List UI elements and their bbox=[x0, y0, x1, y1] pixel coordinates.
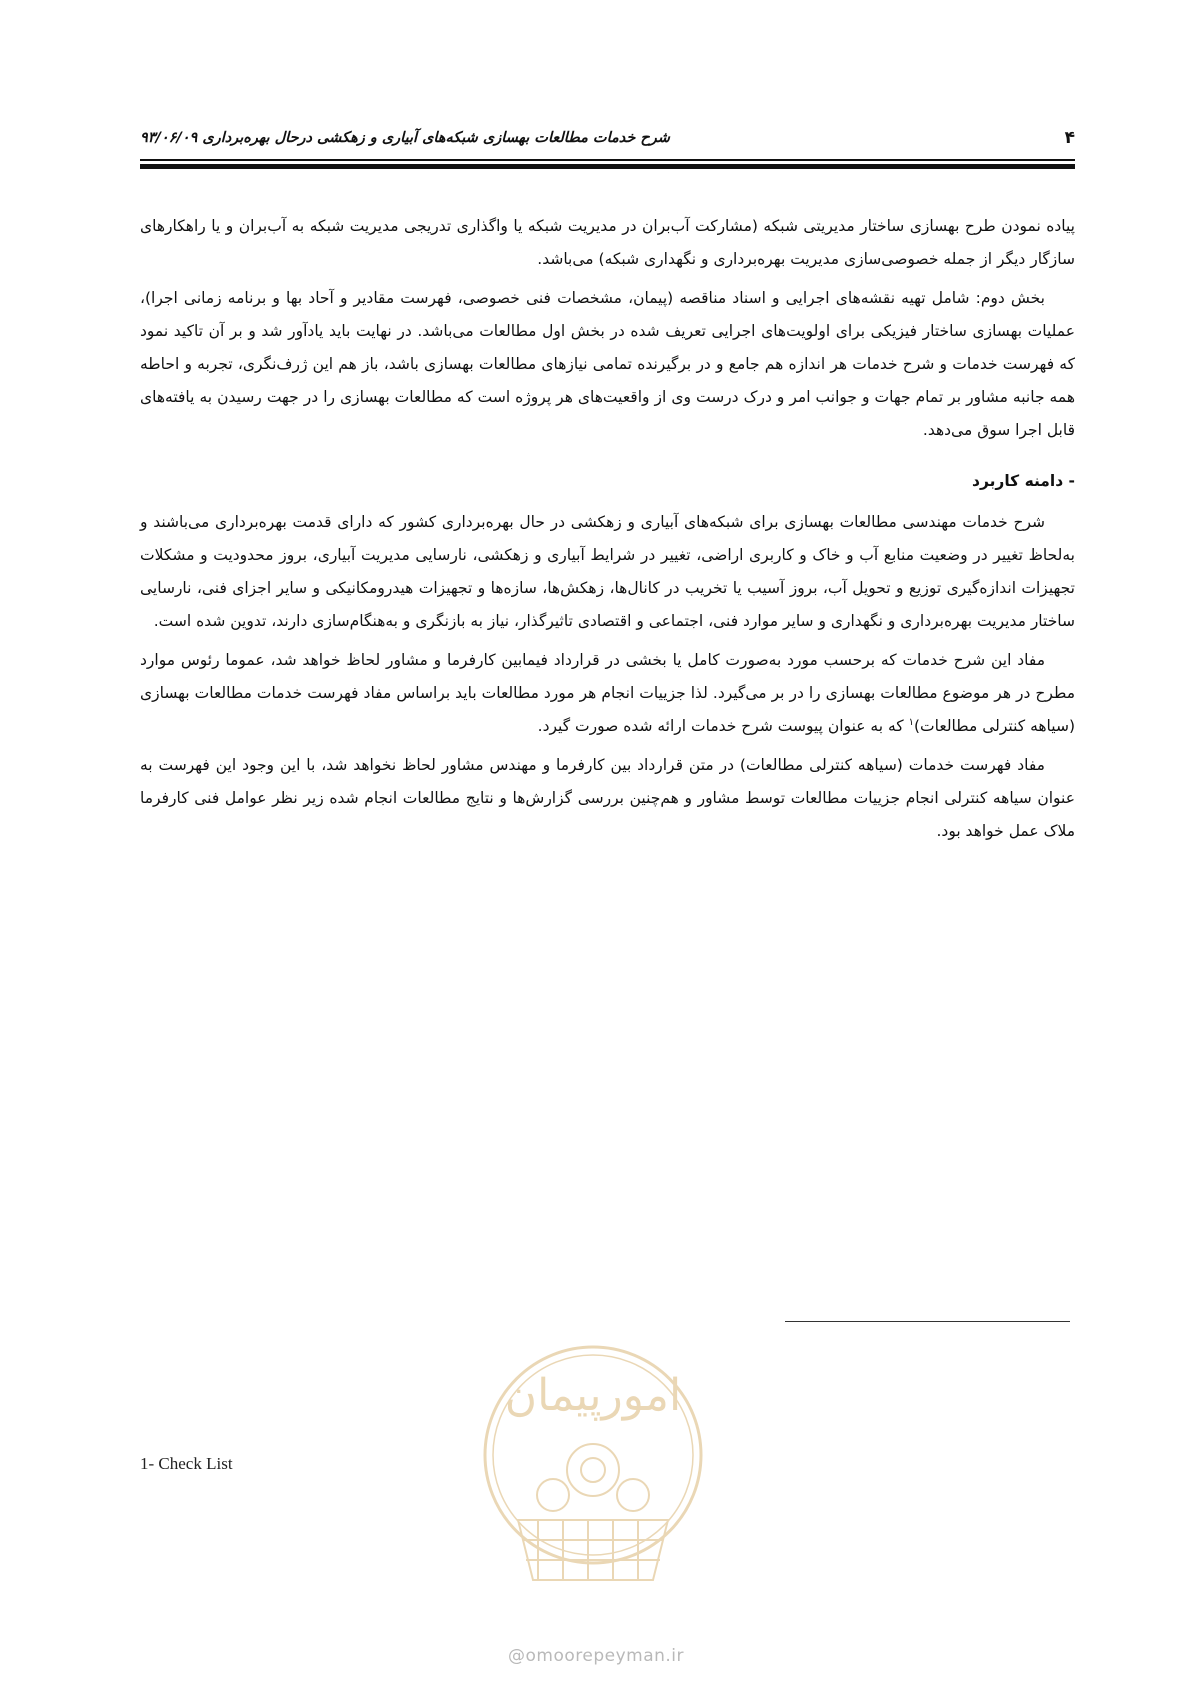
header-rule-thick bbox=[140, 164, 1075, 169]
omoorepeyman-seal-logo-icon bbox=[478, 1305, 708, 1605]
page-header bbox=[140, 128, 1075, 150]
footnote-text: 1- Check List bbox=[140, 1454, 233, 1473]
watermark-logo-text: امورپیمان bbox=[504, 1370, 682, 1421]
body-paragraph-5: مفاد فهرست خدمات (سیاهه کنترلی مطالعات) در متن قرارداد بین کارفرما و مهندس مشاور لحاظ نخواهد شد، با این وجود این فهرست به عنوان سیاهه کنترلی انجام جزییات مطالعات توسط مشاور و هم‌چنین بررسی گزارش‌ها و نتایج مطالعات انجام شده زیر نظر عوامل فنی کارفرما ملاک عمل خواهد بود. bbox=[140, 756, 1075, 840]
body-paragraph-1: پیاده نمودن طرح بهسازی ساختار مدیریتی شبکه (مشارکت آب‌بران در مدیریت شبکه یا واگذاری تدریجی مدیریت شبکه به آب‌بران و یا راهکارهای سازگار دیگر از جمله خصوصی‌سازی مدیریت بهره‌برداری و نگهداری شبکه) می‌باشد. bbox=[140, 217, 1075, 268]
section-heading-scope: - دامنه کاربرد bbox=[972, 472, 1075, 490]
body-paragraph-3: شرح خدمات مهندسی مطالعات بهسازی برای شبکه‌های آبیاری و زهکشی در حال بهره‌برداری کشور که دارای قدمت بهره‌برداری می‌باشند و به‌لحاظ تغییر در وضعیت منابع آب و خاک و کاربری اراضی، تغییر در شرایط آبیاری و زهکشی، نارسایی مدیریت آبیاری، بروز محدودیت و مشکلات تجهیزات اندازه‌گیری توزیع و تحویل آب، بروز آسیب یا تخریب در کانال‌ها، زهکش‌ها، سازه‌ها و تجهیزات هیدرومکانیکی و سایر اجزای فنی، نارسایی ساختار مدیریت بهره‌برداری و نگهداری و سایر موارد فنی، اجتماعی و اقتصادی تاثیرگذار، نیاز به بازنگری و به‌هنگام‌سازی دارند، تدوین شده است. bbox=[140, 513, 1075, 630]
paragraph-4-text-b: که به عنوان پیوست شرح خدمات ارائه شده صورت گیرد. bbox=[537, 717, 909, 735]
footnote-separator bbox=[785, 1321, 1070, 1322]
footnote-reference-mark[interactable]: ۱ bbox=[908, 716, 914, 728]
header-title: شرح خدمات مطالعات بهسازی شبکه‌های آبیاری و زهکشی درحال بهره‌برداری ۹۳/۰۶/۰۹ bbox=[140, 130, 670, 146]
watermark-url: @omoorepeyman.ir bbox=[507, 1646, 685, 1666]
document-body bbox=[140, 210, 1075, 854]
header-rule-thin bbox=[140, 159, 1075, 161]
paragraph-4-text-a: مفاد این شرح خدمات که برحسب مورد به‌صورت کامل یا بخشی در قرارداد فیمابین کارفرما و مشاور لحاظ خواهد شد، عموما رئوس موارد مطرح در هر موضوع مطالعات بهسازی را در بر می‌گیرد. لذا جزییات انجام هر مورد مطالعات باید براساس مفاد فهرست خدمات مطالعات بهسازی (سیاهه کنترلی مطالعات) bbox=[140, 651, 1075, 735]
page-number: ۴ bbox=[1064, 128, 1075, 148]
body-paragraph-2: بخش دوم: شامل تهیه نقشه‌های اجرایی و اسناد مناقصه (پیمان، مشخصات فنی خصوصی، فهرست مقادیر و آحاد بها و برنامه زمانی اجرا)، عملیات بهسازی ساختار فیزیکی برای اولویت‌های اجرایی تعریف شده در بخش اول مطالعات می‌باشد. در نهایت باید یادآور شد و بر آن تاکید نمود که فهرست خدمات و شرح خدمات هر اندازه هم جامع و در برگیرنده تمامی نیازهای مطالعات بهسازی باشد، باز هم این ژرف‌نگری، تجربه و احاطه همه جانبه مشاور بر تمام جهات و جوانب امر و درک درست وی از واقعیت‌های هر پروژه است که مطالعات بهسازی را در جهت رسیدن به یافته‌های قابل اجرا سوق می‌دهد. bbox=[140, 289, 1075, 439]
body-paragraph-4 bbox=[140, 644, 1075, 743]
